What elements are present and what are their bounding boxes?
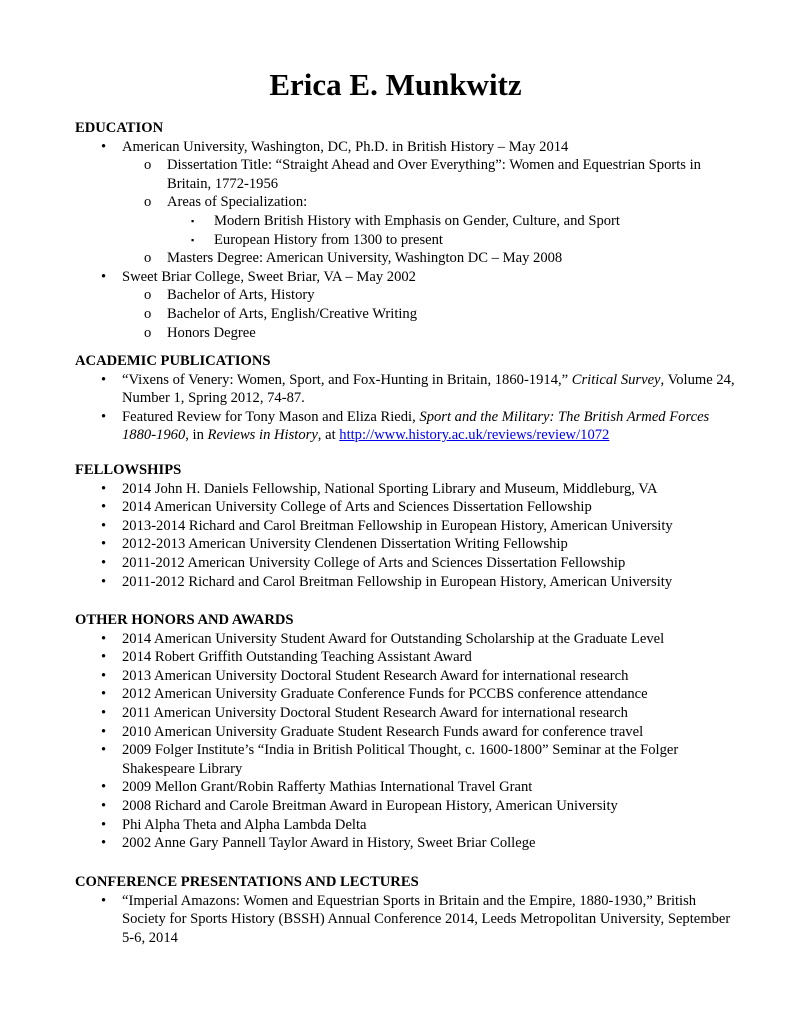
publications-section	[75, 352, 735, 445]
resume-name: Erica E. Munkwitz	[269, 67, 522, 102]
bullet-icon: •	[101, 371, 107, 388]
honor-item: • 2014 American University Student Award for Outstanding Scholarship at the Graduate Level	[101, 630, 665, 647]
circle-bullet-icon: o	[144, 250, 152, 267]
degree-item: o Bachelor of Arts, History	[144, 287, 315, 304]
bullet-icon: •	[101, 517, 107, 534]
honor-item: • 2002 Anne Gary Pannell Taylor Award in History, Sweet Briar College	[101, 835, 536, 852]
dissertation-item: o Dissertation Title: “Straight Ahead and Over Everything”: Women and Equestrian Sports in Britain, 1772-1956	[144, 157, 701, 192]
education-item: • American University, Washington, DC, Ph.D. in British History – May 2014	[101, 138, 569, 155]
honors-heading: OTHER HONORS AND AWARDS	[75, 612, 294, 628]
honor-item: • 2014 Robert Griffith Outstanding Teaching Assistant Award	[101, 649, 472, 666]
area-item: ▪ Modern British History with Emphasis on Gender, Culture, and Sport	[191, 212, 620, 229]
bullet-icon: •	[101, 554, 107, 571]
degree-item: o Honors Degree	[144, 324, 256, 341]
masters-item: o Masters Degree: American University, Washington DC – May 2008	[144, 250, 563, 267]
journal-title: Critical Survey	[571, 371, 661, 388]
book-title: Sport and the Military: The British Armed Forces 1880-1960	[122, 408, 710, 444]
honor-item: • 2011 American University Doctoral Student Research Award for international research	[101, 704, 628, 721]
bullet-icon: •	[101, 138, 107, 155]
fellowships-section	[75, 461, 735, 591]
circle-bullet-icon: o	[144, 287, 152, 304]
honor-item: • 2008 Richard and Carole Breitman Award in European History, American University	[101, 797, 618, 814]
bullet-icon: •	[101, 797, 107, 814]
square-bullet-icon: ▪	[191, 234, 195, 245]
fellowships-heading: FELLOWSHIPS	[75, 462, 182, 478]
bullet-icon: •	[101, 742, 107, 759]
bullet-icon: •	[101, 630, 107, 647]
square-bullet-icon: ▪	[191, 215, 195, 226]
honor-item: • 2009 Mellon Grant/Robin Rafferty Mathias International Travel Grant	[101, 779, 533, 796]
areas-item: o Areas of Specialization:	[144, 194, 308, 211]
bullet-icon: •	[101, 649, 107, 666]
publication-item: • “Vixens of Venery: Women, Sport, and Fox-Hunting in Britain, 1860-1914,” Critical Survey, Volume 24, Number 1, Spring 2012, 74-87.	[101, 371, 735, 407]
bullet-icon: •	[101, 816, 107, 833]
conference-item: • “Imperial Amazons: Women and Equestrian Sports in Britain and the Empire, 1880-1930,” British Society for Sports History (BSSH) Annual Conference 2014, Leeds Metropolitan University, September 5-6, 2014	[101, 892, 731, 946]
bullet-icon: •	[101, 892, 107, 909]
circle-bullet-icon: o	[144, 157, 152, 174]
bullet-icon: •	[101, 268, 107, 285]
fellowship-item: • 2011-2012 American University College of Arts and Sciences Dissertation Fellowship	[101, 554, 626, 571]
area-item: ▪ European History from 1300 to present	[191, 231, 443, 248]
bullet-icon: •	[101, 573, 107, 590]
honor-item: • 2012 American University Graduate Conference Funds for PCCBS conference attendance	[101, 686, 648, 703]
honors-section	[75, 611, 735, 853]
fellowship-item: • 2011-2012 Richard and Carol Breitman Fellowship in European History, American University	[101, 573, 673, 590]
fellowship-item: • 2014 John H. Daniels Fellowship, National Sporting Library and Museum, Middleburg, VA	[101, 480, 658, 497]
honor-item: • 2013 American University Doctoral Student Research Award for international research	[101, 667, 629, 684]
journal-title: Reviews in History	[207, 427, 318, 444]
bullet-icon: •	[101, 779, 107, 796]
publication-item: • Featured Review for Tony Mason and Eliza Riedi, Sport and the Military: The British Armed Forces 1880-1960, in Reviews in History, at http://www.history.ac.uk/reviews/review/1072	[101, 408, 710, 444]
degree-item: o Bachelor of Arts, English/Creative Writing	[144, 305, 418, 322]
circle-bullet-icon: o	[144, 194, 152, 211]
bullet-icon: •	[101, 408, 107, 425]
conferences-section	[75, 873, 735, 947]
circle-bullet-icon: o	[144, 324, 152, 341]
fellowship-item: • 2013-2014 Richard and Carol Breitman Fellowship in European History, American University	[101, 517, 673, 534]
education-section	[75, 119, 735, 342]
fellowship-item: • 2012-2013 American University Clendenen Dissertation Writing Fellowship	[101, 536, 568, 553]
publications-heading: ACADEMIC PUBLICATIONS	[75, 353, 271, 369]
bullet-icon: •	[101, 835, 107, 852]
education-heading: EDUCATION	[75, 120, 164, 136]
review-link[interactable]: http://www.history.ac.uk/reviews/review/1072	[339, 427, 610, 444]
honor-item: • 2010 American University Graduate Student Research Funds award for conference travel	[101, 723, 644, 740]
education-item: • Sweet Briar College, Sweet Briar, VA – May 2002	[101, 268, 416, 285]
bullet-icon: •	[101, 704, 107, 721]
bullet-icon: •	[101, 723, 107, 740]
bullet-icon: •	[101, 536, 107, 553]
honor-item: • Phi Alpha Theta and Alpha Lambda Delta	[101, 816, 367, 833]
bullet-icon: •	[101, 667, 107, 684]
bullet-icon: •	[101, 480, 107, 497]
circle-bullet-icon: o	[144, 305, 152, 322]
fellowship-item: • 2014 American University College of Arts and Sciences Dissertation Fellowship	[101, 499, 592, 516]
bullet-icon: •	[101, 686, 107, 703]
conferences-heading: CONFERENCE PRESENTATIONS AND LECTURES	[75, 874, 419, 890]
honor-item: • 2009 Folger Institute’s “India in British Political Thought, c. 1600-1800” Seminar at the Folger Shakespeare Library	[101, 742, 679, 777]
bullet-icon: •	[101, 499, 107, 516]
